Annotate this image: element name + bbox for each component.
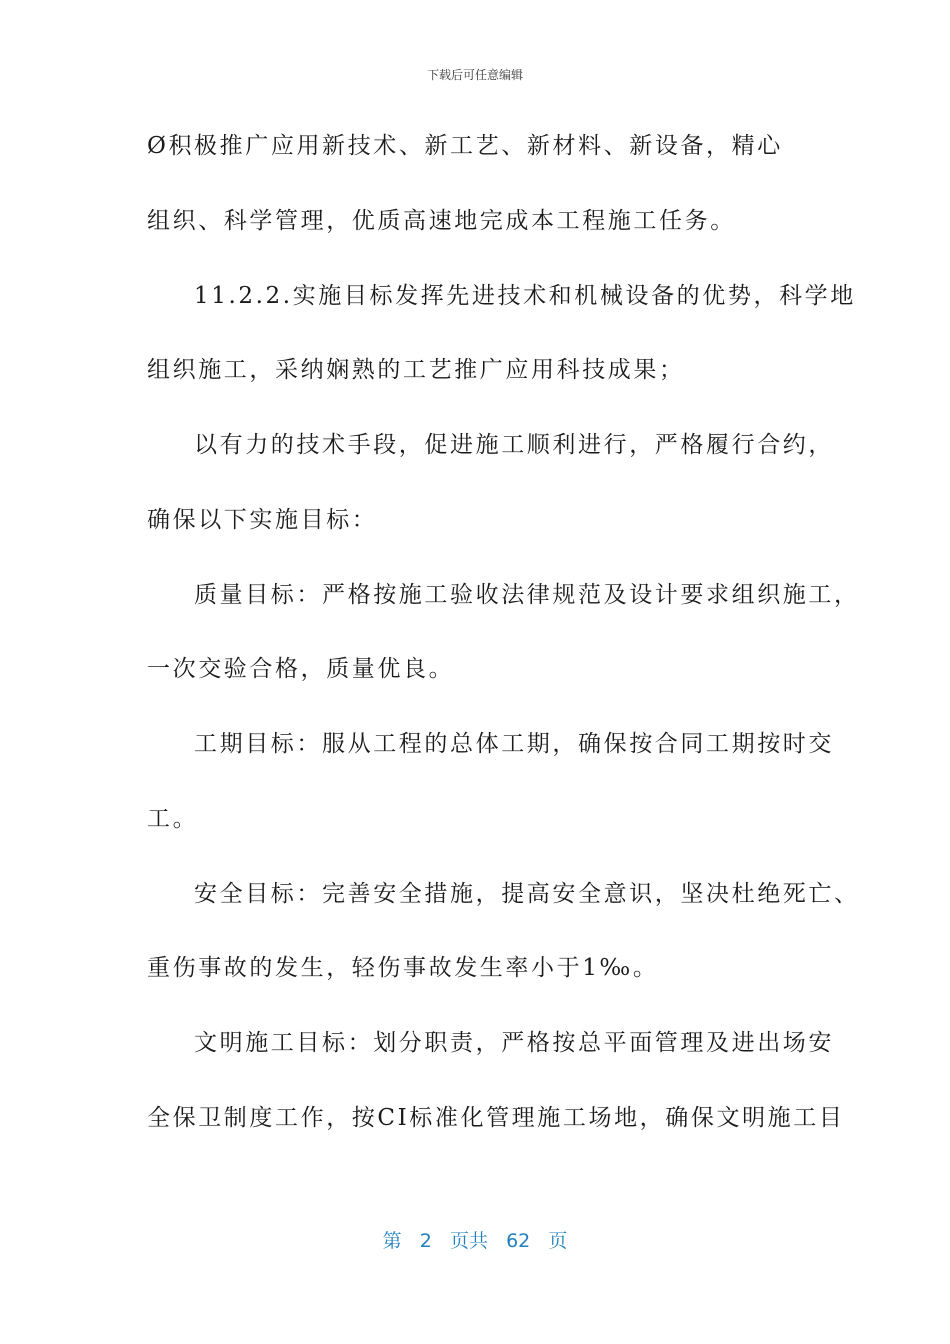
page-header: 下载后可任意编辑 xyxy=(426,68,523,82)
text-line-7: 质量目标：严格按施工验收法律规范及设计要求组织施工， xyxy=(194,582,860,608)
footer-page-number: 2 xyxy=(419,1230,432,1252)
text-line-9: 工期目标：服从工程的总体工期，确保按合同工期按时交 xyxy=(194,731,834,757)
text-line-3: 11.2.2.实施目标发挥先进技术和机械设备的优势，科学地 xyxy=(194,283,856,309)
text-line-8: 一次交验合格，质量优良。 xyxy=(147,656,455,682)
text-line-10: 工。 xyxy=(147,806,199,832)
text-line-12: 重伤事故的发生，轻伤事故发生率小于1‰。 xyxy=(147,955,659,981)
footer-prefix: 第 xyxy=(382,1230,402,1252)
text-line-6: 确保以下实施目标： xyxy=(147,507,378,533)
text-line-5: 以有力的技术手段，促进施工顺利进行，严格履行合约， xyxy=(194,432,834,458)
text-line-11: 安全目标：完善安全措施，提高安全意识，坚决杜绝死亡、 xyxy=(194,881,860,907)
footer-middle: 页共 xyxy=(449,1230,488,1252)
footer-suffix: 页 xyxy=(548,1230,568,1252)
text-line-13: 文明施工目标：划分职责，严格按总平面管理及进出场安 xyxy=(194,1030,834,1056)
page-footer xyxy=(0,1226,950,1253)
text-line-1: Ø积极推广应用新技术、新工艺、新材料、新设备，精心 xyxy=(147,133,783,159)
text-line-2: 组织、科学管理，优质高速地完成本工程施工任务。 xyxy=(147,208,736,234)
text-line-4: 组织施工，采纳娴熟的工艺推广应用科技成果； xyxy=(147,357,685,383)
text-line-14: 全保卫制度工作，按CI标准化管理施工场地，确保文明施工目 xyxy=(147,1105,845,1131)
footer-total-pages: 62 xyxy=(506,1230,531,1252)
